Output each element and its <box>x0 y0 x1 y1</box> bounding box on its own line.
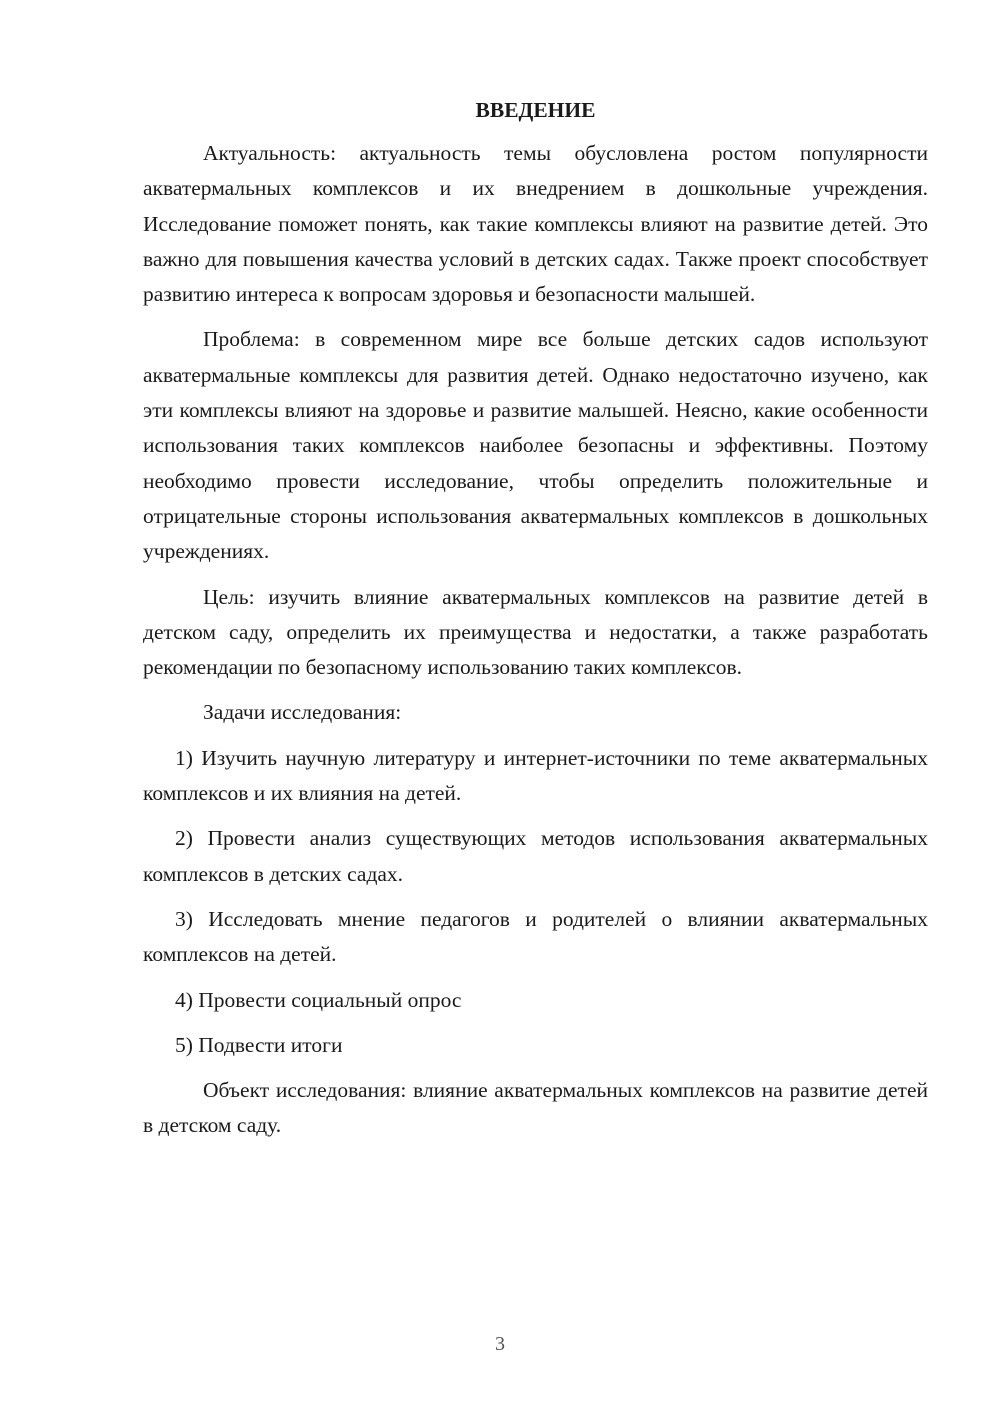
task-item: 4) Провести социальный опрос <box>175 987 462 1012</box>
tasks-list <box>143 741 928 1063</box>
task-item: 1) Изучить научную литературу и интернет-источники по теме акватермальных комплексов и их влияния на детей. <box>143 745 928 806</box>
task-item: 3) Исследовать мнение педагогов и родителей о влиянии акватермальных комплексов на детей. <box>143 906 928 967</box>
page-title: ВВЕДЕНИЕ <box>475 98 596 122</box>
goal-paragraph: Цель: изучить влияние акватермальных комплексов на развитие детей в детском саду, определить их преимущества и недостатки, а также разработать рекомендации по безопасному использованию таких комплексов. <box>143 584 928 680</box>
task-item: 5) Подвести итоги <box>175 1032 343 1057</box>
page-number: 3 <box>495 1333 505 1355</box>
tasks-heading: Задачи исследования: <box>203 700 402 725</box>
relevance-paragraph: Актуальность: актуальность темы обусловлена ростом популярности акватермальных комплексов и их внедрением в дошкольные учреждения. Исследование поможет понять, как такие комплексы влияют на развитие детей. Это важно для повышения качества условий в детских садах. Также проект способствует развитию интереса к вопросам здоровья и безопасности малышей. <box>143 141 928 307</box>
task-item: 2) Провести анализ существующих методов использования акватермальных комплексов в детских садах. <box>143 826 928 886</box>
object-paragraph: Объект исследования: влияние акватермальных комплексов на развитие детей в детском саду. <box>143 1078 928 1138</box>
document-page <box>143 90 928 1154</box>
problem-paragraph: Проблема: в современном мире все больше детских садов используют акватермальные комплексы для развития детей. Однако недостаточно изучено, как эти комплексы влияют на здоровье и развитие малышей. Неясно, какие особенности использования таких комплексов наиболее безопасны и эффективны. Поэтому необходимо провести исследование, чтобы определить положительные и отрицательные стороны использования акватермальных комплексов в дошкольных учреждениях. <box>143 327 928 564</box>
